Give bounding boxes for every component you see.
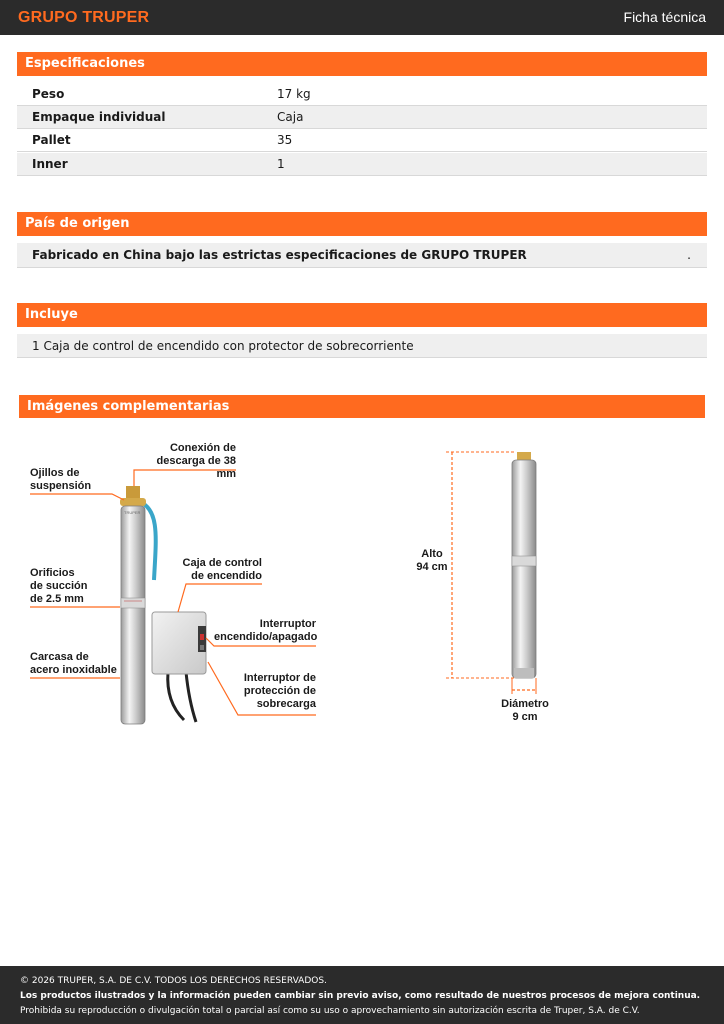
spec-key: Pallet (32, 133, 71, 147)
leader-ojillos (30, 494, 124, 500)
section-includes-title: Incluye (17, 303, 707, 327)
label-ojillos: Ojillos de suspensión (30, 467, 92, 492)
product-diagram (0, 430, 724, 740)
top-header (0, 0, 724, 35)
spec-key: Inner (32, 157, 68, 171)
spec-row (17, 153, 707, 176)
control-box (152, 612, 206, 674)
right-pump-body (512, 460, 536, 678)
label-diametro: Diámetro 9 cm (501, 698, 549, 723)
label-proteccion: Interruptor de protección de sobrecarga (243, 672, 316, 710)
cable-2 (186, 672, 196, 722)
label-alto: Alto 94 cm (416, 548, 448, 573)
origin-dot: . (687, 248, 691, 262)
document-type: Ficha técnica (623, 9, 706, 25)
label-caja: Caja de control de encendido (182, 557, 262, 582)
brass-fitting (126, 486, 140, 500)
overload-switch (200, 645, 204, 650)
footer-legal: Prohibida su reproducción o divulgación total o parcial así como su uso o aprovechamiento sin autorización escrita de Truper, S.A. de C.V. (20, 1006, 640, 1016)
section-origin-title: País de origen (17, 212, 707, 236)
includes-row (17, 334, 707, 358)
spec-value: 1 (277, 157, 285, 171)
spec-key: Peso (32, 87, 65, 101)
origin-text: Fabricado en China bajo las estrictas especificaciones de GRUPO TRUPER (32, 248, 527, 262)
right-pump-bottom (514, 668, 534, 678)
section-images-title: Imágenes complementarias (19, 395, 705, 418)
pump-brand-mark: TRUPER (124, 510, 141, 515)
right-pump-band (512, 556, 536, 566)
includes-text: 1 Caja de control de encendido con protector de sobrecorriente (32, 339, 414, 353)
label-conexion: Conexión de descarga de 38 mm (156, 442, 236, 480)
spec-value: 35 (277, 133, 293, 147)
spec-value: 17 kg (277, 87, 311, 101)
label-orificios: Orificios de succión de 2.5 mm (30, 567, 88, 605)
spec-row (17, 83, 707, 106)
suction-holes-band (121, 598, 145, 608)
label-interruptor: Interruptor encendido/apagado (214, 618, 318, 643)
power-switch (200, 634, 204, 640)
section-specs-title: Especificaciones (17, 52, 707, 76)
pump-body (121, 506, 145, 724)
spec-row (17, 106, 707, 129)
footer-notice: Los productos ilustrados y la información pueden cambiar sin previo aviso, como resultado de nuestros procesos de mejora continua. (20, 991, 701, 1001)
cable-1 (168, 672, 184, 720)
label-carcasa: Carcasa de acero inoxidable (30, 651, 117, 676)
pump-top-cap (120, 498, 146, 506)
spec-row (17, 129, 707, 152)
origin-row (17, 243, 707, 268)
spec-value: Caja (277, 110, 304, 124)
footer (0, 966, 724, 1024)
footer-copyright: © 2026 TRUPER, S.A. DE C.V. TODOS LOS DERECHOS RESERVADOS. (20, 976, 327, 986)
brand-logo: GRUPO TRUPER (18, 9, 150, 26)
pump-illustration (0, 430, 724, 740)
leader-caja (178, 584, 262, 612)
spec-key: Empaque individual (32, 110, 166, 124)
